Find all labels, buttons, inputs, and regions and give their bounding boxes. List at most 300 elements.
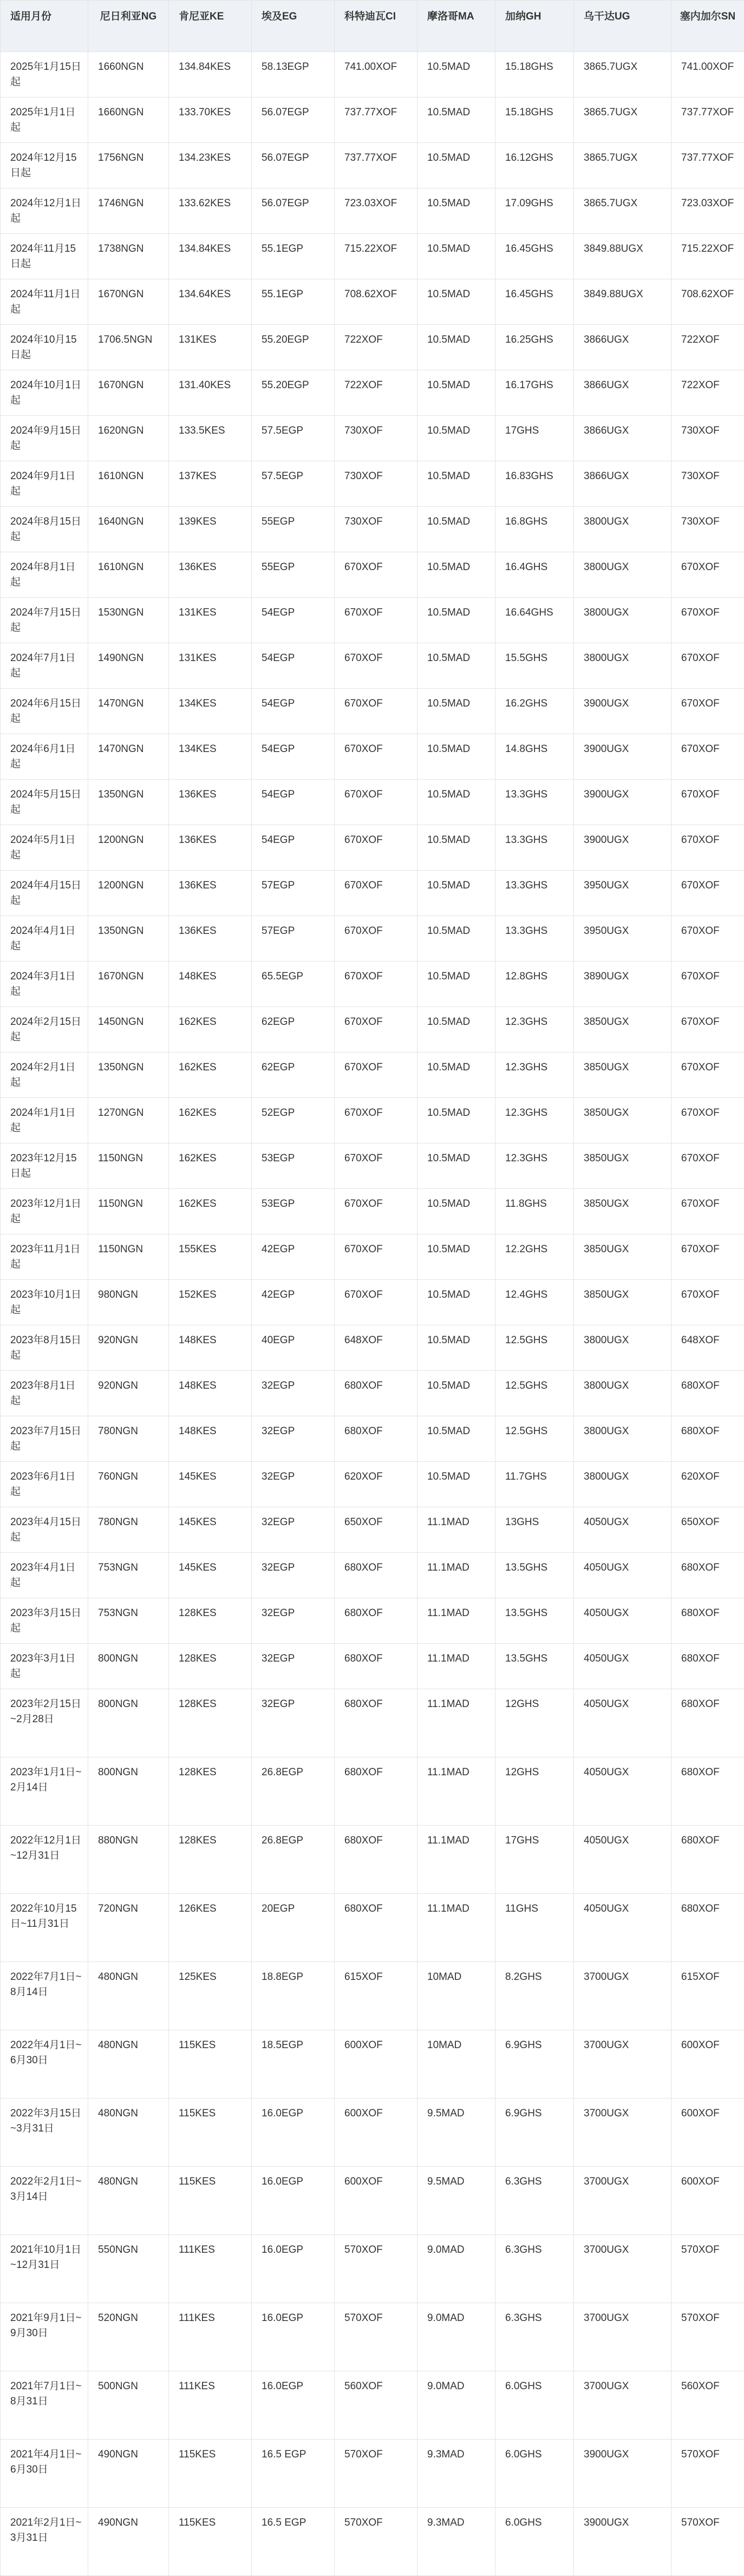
cell-mad: 10.5MAD <box>417 1189 495 1234</box>
cell-period: 2023年7月15日起 <box>1 1416 88 1462</box>
cell-egp: 57EGP <box>252 916 335 962</box>
cell-egp: 16.5 EGP <box>252 2508 335 2576</box>
cell-ugx: 3700UGX <box>574 1962 671 2030</box>
table-row <box>1 2303 744 2371</box>
table-row <box>1 689 744 734</box>
table-row <box>1 2508 744 2576</box>
cell-mad: 10.5MAD <box>417 416 495 461</box>
cell-egp: 32EGP <box>252 1553 335 1598</box>
table-row <box>1 1098 744 1143</box>
cell-mad: 10.5MAD <box>417 1325 495 1371</box>
cell-ngn: 1200NGN <box>88 825 169 871</box>
cell-mad: 10.5MAD <box>417 1371 495 1416</box>
cell-kes: 125KES <box>169 1962 252 2030</box>
cell-xof-sn: 670XOF <box>671 643 744 689</box>
cell-mad: 11.1MAD <box>417 1757 495 1826</box>
table-row <box>1 1280 744 1325</box>
cell-xof-sn: 600XOF <box>671 2030 744 2098</box>
cell-xof-ci: 680XOF <box>335 1416 417 1462</box>
cell-ngn: 1610NGN <box>88 461 169 507</box>
cell-egp: 62EGP <box>252 1007 335 1052</box>
cell-kes: 131KES <box>169 325 252 370</box>
cell-xof-ci: 737.77XOF <box>335 97 417 143</box>
cell-kes: 148KES <box>169 1416 252 1462</box>
cell-period: 2024年4月1日起 <box>1 916 88 962</box>
cell-ngn: 1746NGN <box>88 188 169 234</box>
cell-period: 2023年1月1日~2月14日 <box>1 1757 88 1826</box>
cell-xof-sn: 680XOF <box>671 1416 744 1462</box>
cell-egp: 57.5EGP <box>252 416 335 461</box>
cell-egp: 32EGP <box>252 1507 335 1553</box>
cell-ghs: 6.9GHS <box>495 2098 574 2167</box>
cell-ngn: 1530NGN <box>88 598 169 643</box>
table-row <box>1 2030 744 2098</box>
cell-period: 2024年3月1日起 <box>1 962 88 1007</box>
cell-kes: 145KES <box>169 1462 252 1507</box>
cell-ngn: 1150NGN <box>88 1189 169 1234</box>
cell-ugx: 3900UGX <box>574 689 671 734</box>
cell-ghs: 15.5GHS <box>495 643 574 689</box>
cell-xof-sn: 670XOF <box>671 1189 744 1234</box>
cell-xof-ci: 737.77XOF <box>335 143 417 188</box>
cell-ghs: 6.3GHS <box>495 2167 574 2235</box>
cell-ngn: 760NGN <box>88 1462 169 1507</box>
cell-egp: 55EGP <box>252 507 335 552</box>
cell-period: 2024年8月15日起 <box>1 507 88 552</box>
cell-kes: 162KES <box>169 1052 252 1098</box>
cell-ugx: 3900UGX <box>574 825 671 871</box>
table-body <box>1 52 744 2576</box>
cell-xof-ci: 670XOF <box>335 643 417 689</box>
cell-period: 2021年7月1日~8月31日 <box>1 2371 88 2440</box>
cell-xof-ci: 670XOF <box>335 734 417 780</box>
cell-ghs: 17GHS <box>495 416 574 461</box>
cell-xof-ci: 680XOF <box>335 1598 417 1644</box>
cell-kes: 128KES <box>169 1757 252 1826</box>
cell-mad: 11.1MAD <box>417 1598 495 1644</box>
cell-period: 2024年9月15日起 <box>1 416 88 461</box>
cell-xof-sn: 670XOF <box>671 1098 744 1143</box>
cell-ugx: 3900UGX <box>574 2440 671 2508</box>
cell-egp: 54EGP <box>252 734 335 780</box>
cell-ghs: 12.5GHS <box>495 1325 574 1371</box>
cell-ghs: 6.0GHS <box>495 2440 574 2508</box>
cell-period: 2024年11月15日起 <box>1 234 88 279</box>
cell-period: 2022年4月1日~6月30日 <box>1 2030 88 2098</box>
cell-ghs: 12.3GHS <box>495 1098 574 1143</box>
cell-ugx: 3700UGX <box>574 2235 671 2303</box>
cell-mad: 9.5MAD <box>417 2098 495 2167</box>
cell-mad: 10.5MAD <box>417 1462 495 1507</box>
cell-kes: 111KES <box>169 2235 252 2303</box>
cell-ghs: 16.2GHS <box>495 689 574 734</box>
cell-period: 2023年2月15日~2月28日 <box>1 1689 88 1757</box>
cell-mad: 9.5MAD <box>417 2167 495 2235</box>
cell-xof-sn: 730XOF <box>671 416 744 461</box>
table-row <box>1 552 744 598</box>
cell-xof-ci: 570XOF <box>335 2440 417 2508</box>
cell-ngn: 1470NGN <box>88 689 169 734</box>
cell-ghs: 13.3GHS <box>495 780 574 825</box>
table-row <box>1 643 744 689</box>
cell-ghs: 8.2GHS <box>495 1962 574 2030</box>
cell-ghs: 6.0GHS <box>495 2371 574 2440</box>
cell-xof-sn: 615XOF <box>671 1962 744 2030</box>
cell-egp: 58.13EGP <box>252 52 335 97</box>
header-senegal: 塞内加尔SN <box>671 1 744 52</box>
table-row <box>1 2235 744 2303</box>
cell-ghs: 16.17GHS <box>495 370 574 416</box>
cell-period: 2023年3月15日起 <box>1 1598 88 1644</box>
header-kenya: 肯尼亚KE <box>169 1 252 52</box>
cell-ngn: 480NGN <box>88 2167 169 2235</box>
cell-ugx: 3865.7UGX <box>574 188 671 234</box>
cell-kes: 134KES <box>169 734 252 780</box>
cell-xof-ci: 615XOF <box>335 1962 417 2030</box>
cell-ngn: 980NGN <box>88 1280 169 1325</box>
cell-ghs: 16.45GHS <box>495 279 574 325</box>
cell-period: 2024年7月1日起 <box>1 643 88 689</box>
cell-ghs: 12.8GHS <box>495 962 574 1007</box>
cell-egp: 16.0EGP <box>252 2371 335 2440</box>
cell-egp: 32EGP <box>252 1689 335 1757</box>
cell-xof-sn: 648XOF <box>671 1325 744 1371</box>
cell-ghs: 6.9GHS <box>495 2030 574 2098</box>
cell-period: 2024年12月15日起 <box>1 143 88 188</box>
cell-ugx: 4050UGX <box>574 1894 671 1962</box>
cell-mad: 10.5MAD <box>417 962 495 1007</box>
cell-kes: 128KES <box>169 1598 252 1644</box>
cell-xof-sn: 670XOF <box>671 962 744 1007</box>
cell-ugx: 3800UGX <box>574 552 671 598</box>
cell-mad: 10.5MAD <box>417 825 495 871</box>
cell-xof-ci: 670XOF <box>335 598 417 643</box>
cell-ugx: 4050UGX <box>574 1757 671 1826</box>
cell-kes: 136KES <box>169 825 252 871</box>
cell-egp: 16.0EGP <box>252 2303 335 2371</box>
cell-xof-sn: 680XOF <box>671 1598 744 1644</box>
cell-xof-ci: 670XOF <box>335 825 417 871</box>
cell-mad: 10.5MAD <box>417 552 495 598</box>
table-row <box>1 1371 744 1416</box>
cell-xof-sn: 680XOF <box>671 1689 744 1757</box>
cell-ngn: 1350NGN <box>88 780 169 825</box>
cell-mad: 10.5MAD <box>417 97 495 143</box>
cell-ugx: 3866UGX <box>574 325 671 370</box>
cell-kes: 148KES <box>169 962 252 1007</box>
cell-kes: 148KES <box>169 1325 252 1371</box>
cell-egp: 53EGP <box>252 1189 335 1234</box>
cell-xof-ci: 600XOF <box>335 2167 417 2235</box>
cell-ngn: 480NGN <box>88 2030 169 2098</box>
cell-ngn: 1610NGN <box>88 552 169 598</box>
table-row <box>1 2098 744 2167</box>
cell-ugx: 3700UGX <box>574 2098 671 2167</box>
cell-mad: 10.5MAD <box>417 689 495 734</box>
header-ivory-coast: 科特迪瓦CI <box>335 1 417 52</box>
cell-xof-sn: 737.77XOF <box>671 97 744 143</box>
cell-mad: 9.0MAD <box>417 2235 495 2303</box>
cell-xof-ci: 670XOF <box>335 1007 417 1052</box>
cell-period: 2022年12月1日~12月31日 <box>1 1826 88 1894</box>
cell-ugx: 3800UGX <box>574 1416 671 1462</box>
cell-xof-sn: 680XOF <box>671 1894 744 1962</box>
cell-ngn: 753NGN <box>88 1553 169 1598</box>
cell-period: 2023年12月1日起 <box>1 1189 88 1234</box>
cell-egp: 18.8EGP <box>252 1962 335 2030</box>
cell-ngn: 1640NGN <box>88 507 169 552</box>
cell-xof-ci: 715.22XOF <box>335 234 417 279</box>
header-uganda: 乌干达UG <box>574 1 671 52</box>
cell-xof-sn: 600XOF <box>671 2167 744 2235</box>
cell-xof-ci: 730XOF <box>335 507 417 552</box>
cell-mad: 10.5MAD <box>417 52 495 97</box>
cell-period: 2023年8月15日起 <box>1 1325 88 1371</box>
cell-mad: 10.5MAD <box>417 1280 495 1325</box>
cell-period: 2025年1月15日起 <box>1 52 88 97</box>
cell-egp: 52EGP <box>252 1098 335 1143</box>
cell-xof-sn: 670XOF <box>671 1052 744 1098</box>
cell-egp: 32EGP <box>252 1598 335 1644</box>
cell-period: 2024年7月15日起 <box>1 598 88 643</box>
cell-ngn: 920NGN <box>88 1325 169 1371</box>
cell-egp: 56.07EGP <box>252 143 335 188</box>
cell-period: 2023年11月1日起 <box>1 1234 88 1280</box>
cell-ngn: 753NGN <box>88 1598 169 1644</box>
cell-ngn: 1350NGN <box>88 916 169 962</box>
cell-period: 2024年2月15日起 <box>1 1007 88 1052</box>
cell-mad: 11.1MAD <box>417 1689 495 1757</box>
cell-xof-sn: 680XOF <box>671 1826 744 1894</box>
cell-mad: 10.5MAD <box>417 143 495 188</box>
cell-ugx: 3700UGX <box>574 2303 671 2371</box>
cell-ugx: 3866UGX <box>574 416 671 461</box>
cell-egp: 16.0EGP <box>252 2235 335 2303</box>
cell-ngn: 1620NGN <box>88 416 169 461</box>
cell-ghs: 13.5GHS <box>495 1553 574 1598</box>
cell-kes: 134KES <box>169 689 252 734</box>
cell-egp: 40EGP <box>252 1325 335 1371</box>
cell-ugx: 3800UGX <box>574 598 671 643</box>
cell-mad: 10.5MAD <box>417 1007 495 1052</box>
table-row <box>1 1689 744 1757</box>
cell-ghs: 12.3GHS <box>495 1007 574 1052</box>
cell-kes: 131KES <box>169 643 252 689</box>
cell-xof-sn: 670XOF <box>671 780 744 825</box>
table-row <box>1 52 744 97</box>
table-row <box>1 1962 744 2030</box>
cell-ugx: 3950UGX <box>574 916 671 962</box>
cell-mad: 9.0MAD <box>417 2371 495 2440</box>
cell-kes: 128KES <box>169 1644 252 1689</box>
cell-ngn: 1670NGN <box>88 279 169 325</box>
cell-period: 2024年8月1日起 <box>1 552 88 598</box>
cell-xof-sn: 722XOF <box>671 370 744 416</box>
cell-egp: 56.07EGP <box>252 188 335 234</box>
cell-ghs: 12.5GHS <box>495 1371 574 1416</box>
cell-egp: 32EGP <box>252 1644 335 1689</box>
cell-kes: 145KES <box>169 1507 252 1553</box>
cell-xof-sn: 570XOF <box>671 2440 744 2508</box>
table-row <box>1 234 744 279</box>
cell-ghs: 16.64GHS <box>495 598 574 643</box>
cell-ngn: 1350NGN <box>88 1052 169 1098</box>
cell-ugx: 3900UGX <box>574 734 671 780</box>
cell-egp: 54EGP <box>252 643 335 689</box>
cell-ghs: 13.5GHS <box>495 1644 574 1689</box>
cell-period: 2024年2月1日起 <box>1 1052 88 1098</box>
cell-kes: 128KES <box>169 1689 252 1757</box>
cell-xof-ci: 670XOF <box>335 1189 417 1234</box>
cell-egp: 55.1EGP <box>252 279 335 325</box>
cell-mad: 10.5MAD <box>417 1234 495 1280</box>
table-header-row <box>1 1 744 52</box>
cell-ghs: 11.8GHS <box>495 1189 574 1234</box>
cell-ngn: 520NGN <box>88 2303 169 2371</box>
cell-xof-ci: 670XOF <box>335 1143 417 1189</box>
cell-xof-sn: 670XOF <box>671 825 744 871</box>
cell-period: 2023年12月15日起 <box>1 1143 88 1189</box>
table-row <box>1 1007 744 1052</box>
cell-ugx: 3800UGX <box>574 1371 671 1416</box>
table-row <box>1 962 744 1007</box>
cell-xof-sn: 670XOF <box>671 1234 744 1280</box>
table-row <box>1 871 744 916</box>
cell-ngn: 490NGN <box>88 2508 169 2576</box>
cell-ngn: 1706.5NGN <box>88 325 169 370</box>
cell-xof-sn: 670XOF <box>671 916 744 962</box>
cell-ghs: 6.3GHS <box>495 2303 574 2371</box>
table-row <box>1 1757 744 1826</box>
cell-xof-ci: 620XOF <box>335 1462 417 1507</box>
cell-period: 2022年3月15日~3月31日 <box>1 2098 88 2167</box>
cell-period: 2023年6月1日起 <box>1 1462 88 1507</box>
cell-ugx: 3700UGX <box>574 2371 671 2440</box>
cell-xof-ci: 730XOF <box>335 416 417 461</box>
cell-kes: 136KES <box>169 552 252 598</box>
table-row <box>1 507 744 552</box>
cell-egp: 32EGP <box>252 1462 335 1507</box>
cell-ghs: 6.0GHS <box>495 2508 574 2576</box>
cell-kes: 136KES <box>169 871 252 916</box>
cell-ngn: 500NGN <box>88 2371 169 2440</box>
table-row <box>1 1052 744 1098</box>
cell-ugx: 3849.88UGX <box>574 234 671 279</box>
cell-xof-sn: 680XOF <box>671 1644 744 1689</box>
cell-ugx: 3866UGX <box>574 370 671 416</box>
cell-xof-ci: 680XOF <box>335 1689 417 1757</box>
table-row <box>1 598 744 643</box>
cell-ugx: 3900UGX <box>574 2508 671 2576</box>
cell-mad: 11.1MAD <box>417 1826 495 1894</box>
cell-ugx: 3950UGX <box>574 871 671 916</box>
table-row <box>1 1325 744 1371</box>
table-row <box>1 279 744 325</box>
table-row <box>1 1462 744 1507</box>
cell-ghs: 13.3GHS <box>495 825 574 871</box>
cell-mad: 10.5MAD <box>417 234 495 279</box>
cell-xof-ci: 560XOF <box>335 2371 417 2440</box>
cell-kes: 133.5KES <box>169 416 252 461</box>
table-row <box>1 916 744 962</box>
cell-xof-ci: 670XOF <box>335 780 417 825</box>
table-row <box>1 2167 744 2235</box>
cell-mad: 9.0MAD <box>417 2303 495 2371</box>
cell-period: 2022年7月1日~8月14日 <box>1 1962 88 2030</box>
cell-ngn: 780NGN <box>88 1416 169 1462</box>
cell-kes: 115KES <box>169 2098 252 2167</box>
cell-ugx: 3850UGX <box>574 1052 671 1098</box>
cell-xof-sn: 670XOF <box>671 689 744 734</box>
table-row <box>1 416 744 461</box>
cell-ghs: 16.8GHS <box>495 507 574 552</box>
cell-xof-sn: 730XOF <box>671 507 744 552</box>
cell-xof-ci: 670XOF <box>335 871 417 916</box>
cell-xof-ci: 670XOF <box>335 916 417 962</box>
cell-mad: 11.1MAD <box>417 1507 495 1553</box>
table-row <box>1 188 744 234</box>
cell-xof-sn: 730XOF <box>671 461 744 507</box>
cell-ghs: 14.8GHS <box>495 734 574 780</box>
cell-ngn: 1270NGN <box>88 1098 169 1143</box>
cell-kes: 137KES <box>169 461 252 507</box>
cell-xof-ci: 722XOF <box>335 325 417 370</box>
cell-egp: 55EGP <box>252 552 335 598</box>
cell-xof-ci: 670XOF <box>335 1098 417 1143</box>
cell-ugx: 4050UGX <box>574 1507 671 1553</box>
cell-kes: 115KES <box>169 2440 252 2508</box>
cell-xof-ci: 708.62XOF <box>335 279 417 325</box>
cell-mad: 10.5MAD <box>417 188 495 234</box>
cell-egp: 16.0EGP <box>252 2098 335 2167</box>
cell-egp: 42EGP <box>252 1280 335 1325</box>
cell-mad: 10.5MAD <box>417 598 495 643</box>
cell-period: 2022年10月15日~11月31日 <box>1 1894 88 1962</box>
cell-xof-sn: 650XOF <box>671 1507 744 1553</box>
cell-kes: 152KES <box>169 1280 252 1325</box>
table-row <box>1 97 744 143</box>
cell-egp: 65.5EGP <box>252 962 335 1007</box>
cell-xof-ci: 680XOF <box>335 1894 417 1962</box>
table-row <box>1 1644 744 1689</box>
header-period: 适用月份 <box>1 1 88 52</box>
cell-egp: 57EGP <box>252 871 335 916</box>
cell-mad: 10MAD <box>417 2030 495 2098</box>
cell-xof-ci: 570XOF <box>335 2508 417 2576</box>
cell-egp: 32EGP <box>252 1416 335 1462</box>
cell-ugx: 4050UGX <box>574 1598 671 1644</box>
cell-ngn: 550NGN <box>88 2235 169 2303</box>
cell-ugx: 3865.7UGX <box>574 97 671 143</box>
cell-ugx: 3850UGX <box>574 1189 671 1234</box>
cell-period: 2024年1月1日起 <box>1 1098 88 1143</box>
cell-period: 2024年10月15日起 <box>1 325 88 370</box>
cell-mad: 10.5MAD <box>417 461 495 507</box>
cell-ghs: 16.4GHS <box>495 552 574 598</box>
cell-ngn: 480NGN <box>88 2098 169 2167</box>
cell-xof-sn: 737.77XOF <box>671 143 744 188</box>
cell-xof-ci: 670XOF <box>335 1280 417 1325</box>
cell-egp: 32EGP <box>252 1371 335 1416</box>
cell-mad: 9.3MAD <box>417 2440 495 2508</box>
cell-kes: 115KES <box>169 2167 252 2235</box>
cell-xof-ci: 723.03XOF <box>335 188 417 234</box>
cell-mad: 10MAD <box>417 1962 495 2030</box>
cell-ghs: 15.18GHS <box>495 97 574 143</box>
cell-period: 2024年5月1日起 <box>1 825 88 871</box>
table-row <box>1 1598 744 1644</box>
cell-ghs: 17GHS <box>495 1826 574 1894</box>
